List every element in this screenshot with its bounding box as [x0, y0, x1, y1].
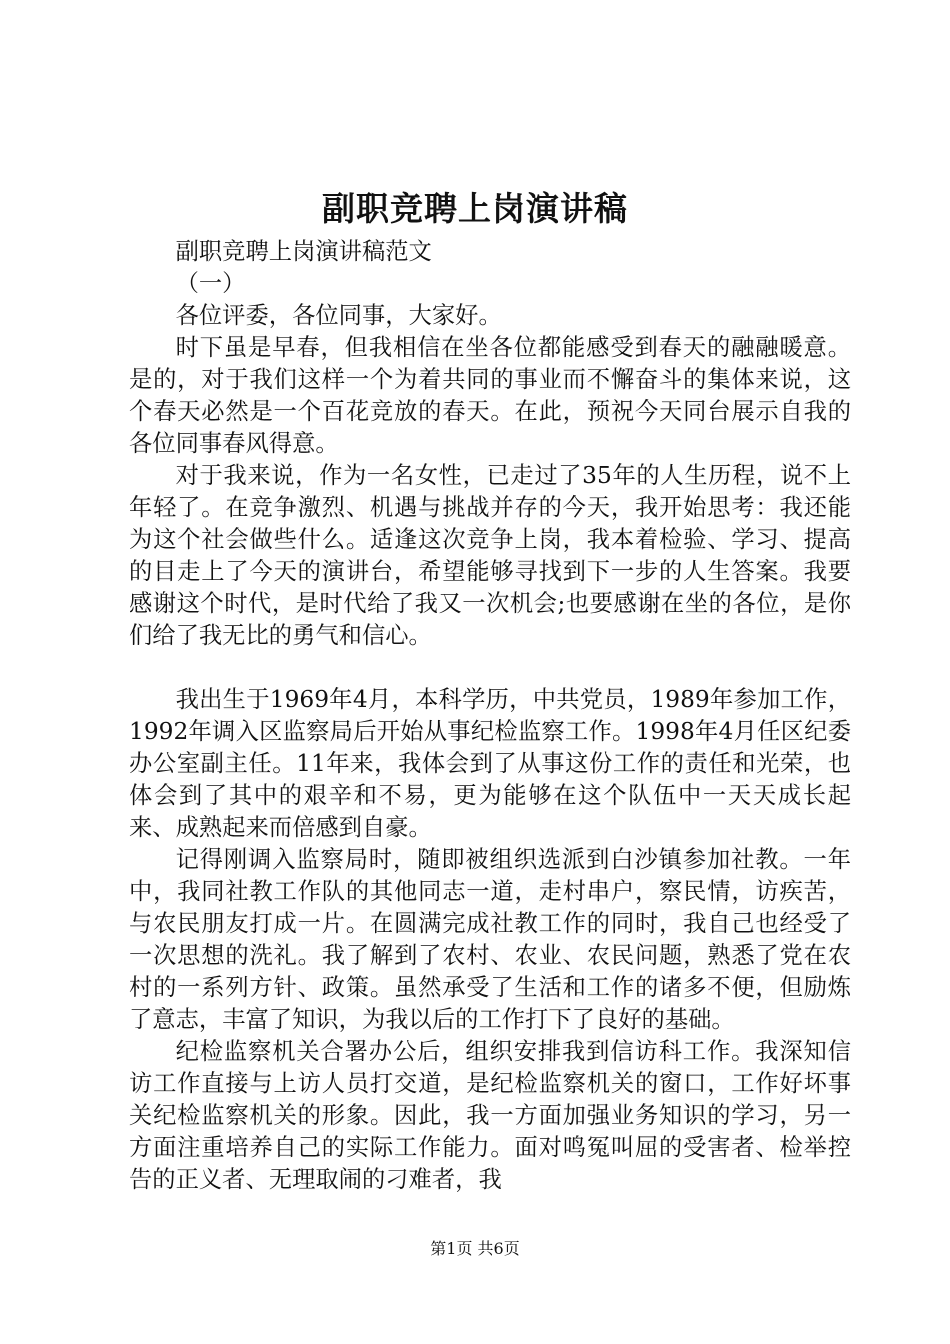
body-paragraph: 对于我来说，作为一名女性，已走过了35年的人生历程，说不上年轻了。在竞争激烈、机遇与挑战并存的今天，我开始思考：我还能为这个社会做些什么。适逢这次竞争上岗，我本着检验、学习、提高的目走上了今天的演讲台，希望能够寻找到下一步的人生答案。我要感谢这个时代，是时代给了我又一次机会;也要感谢在坐的各位，是你们给了我无比的勇气和信心。 — [129, 462, 851, 649]
body-paragraph: 时下虽是早春，但我相信在坐各位都能感受到春天的融融暖意。是的，对于我们这样一个为着共同的事业而不懈奋斗的集体来说，这个春天必然是一个百花竞放的春天。在此，预祝今天同台展示自我的各位同事春风得意。 — [129, 334, 851, 457]
document-body — [129, 236, 851, 1196]
body-paragraph: 我出生于1969年4月，本科学历，中共党员，1989年参加工作，1992年调入区监察局后开始从事纪检监察工作。1998年4月任区纪委办公室副主任。11年来，我体会到了从事这份工作的责任和光荣，也体会到了其中的艰辛和不易，更为能够在这个队伍中一天天成长起来、成熟起来而倍感到自豪。 — [129, 686, 851, 841]
page-footer: 第1页 共6页 — [430, 1239, 520, 1258]
greeting-paragraph: 各位评委，各位同事，大家好。 — [175, 302, 502, 329]
subtitle-paragraph: 副职竞聘上岗演讲稿范文 — [175, 238, 432, 265]
body-paragraph: 记得刚调入监察局时，随即被组织选派到白沙镇参加社教。一年中，我同社教工作队的其他同志一道，走村串户，察民情，访疾苦，与农民朋友打成一片。在圆满完成社教工作的同时，我自己也经受了一次思想的洗礼。我了解到了农村、农业、农民问题，熟悉了党在农村的一系列方针、政策。虽然承受了生活和工作的诸多不便，但励炼了意志，丰富了知识，为我以后的工作打下了良好的基础。 — [129, 846, 851, 1033]
section-number-paragraph: （一） — [175, 270, 246, 297]
body-paragraph: 纪检监察机关合署办公后，组织安排我到信访科工作。我深知信访工作直接与上访人员打交道，是纪检监察机关的窗口，工作好坏事关纪检监察机关的形象。因此，我一方面加强业务知识的学习，另一方面注重培养自己的实际工作能力。面对鸣冤叫屈的受害者、检举控告的正义者、无理取闹的刁难者，我 — [129, 1038, 851, 1193]
document-title: 副职竞聘上岗演讲稿 — [322, 189, 628, 228]
